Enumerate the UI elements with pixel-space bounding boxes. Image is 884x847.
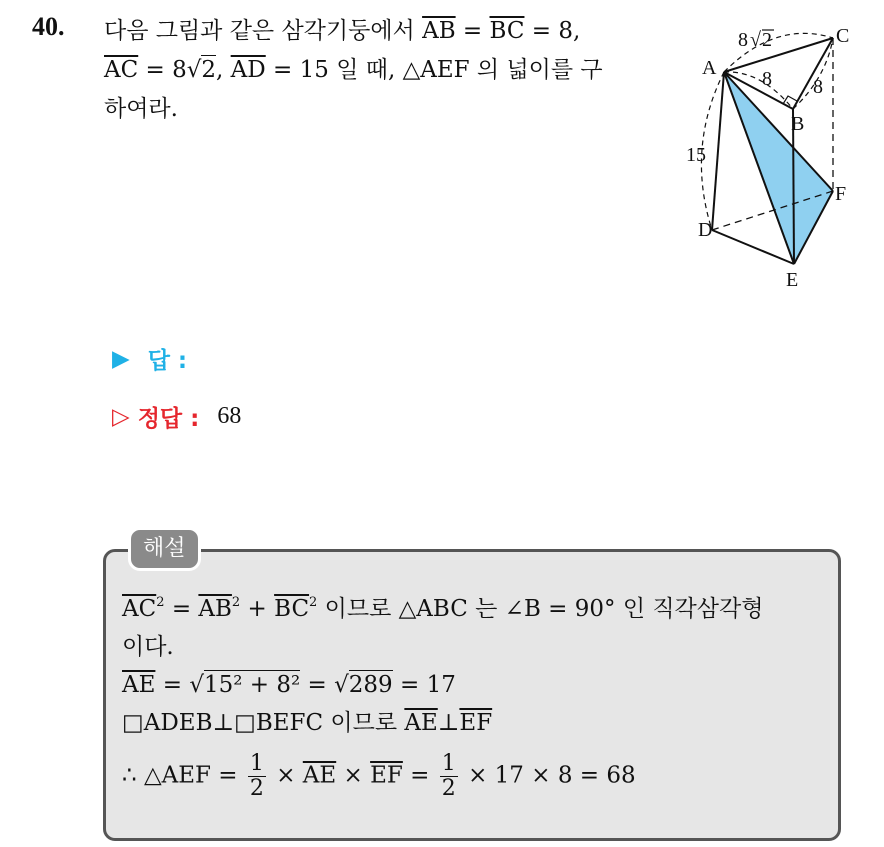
label-f: F (835, 183, 847, 205)
sol-eq-5: = (410, 762, 430, 789)
sol-line-1-tail: 이므로 △ABC 는 ∠B = 90° 인 직각삼각형 (324, 596, 764, 622)
segment-bc: $\overline{BC}$ (489, 18, 525, 44)
solution-line-1 (122, 584, 832, 628)
exp-bc: 2 (309, 595, 318, 610)
sol-bc: $\overline{BC}$ (274, 596, 310, 622)
label-d: D (698, 219, 713, 241)
solution-line-2: 이다. (122, 634, 174, 660)
question-line-1 (104, 12, 664, 51)
sol-ab: $\overline{AB}$ (198, 596, 232, 622)
question-line-2 (104, 51, 664, 90)
question-line-3: 하여라. (104, 96, 178, 122)
sol-ef-5: $\overline{EF}$ (370, 762, 403, 789)
fraction-half-1 (248, 752, 266, 801)
comma: , (216, 57, 224, 83)
solution-line-3 (122, 666, 832, 704)
solution-content (122, 584, 832, 801)
times-2: × (343, 762, 363, 789)
label-c: C (836, 25, 850, 47)
triangular-prism-figure (676, 8, 876, 308)
sqrt-sign-2: √ (334, 672, 349, 698)
sqrt-sign-1: √ (189, 672, 204, 698)
frac-num-2: 1 (441, 751, 456, 776)
sol-eq-3a: = (162, 672, 182, 698)
correct-answer-value: 68 (217, 403, 242, 429)
sol-ae-4: $\overline{AE}$ (404, 710, 438, 736)
measure-bc: 8 (813, 76, 823, 98)
sol-ef-4: $\overline{EF}$ (459, 710, 493, 736)
segment-ad: $\overline{AD}$ (230, 57, 266, 83)
answer-row (112, 342, 187, 375)
sqrt-radicand-1: 15² + 8² (203, 672, 301, 698)
sol-ac: $\overline{AC}$ (122, 596, 157, 622)
correct-answer-row (112, 400, 241, 433)
measure-ac-sqrt: √ (750, 29, 761, 51)
question-number: 40. (32, 12, 65, 41)
label-e: E (786, 269, 799, 291)
edge-ad (712, 72, 724, 230)
sqrt-radicand-2: 289 (348, 672, 393, 698)
sol-eq-3b: = (307, 672, 327, 698)
measure-ad: 15 (686, 144, 706, 166)
correct-marker-icon: ▷ (112, 403, 130, 430)
sol-ae-5: $\overline{AE}$ (302, 762, 337, 789)
right-angle-mark (783, 96, 797, 104)
label-b: B (791, 113, 805, 135)
measure-ac-coef: 8 (738, 29, 748, 51)
sol-line-5-tail: × 17 × 8 = 68 (468, 762, 636, 789)
sqrt-sign: √ (186, 57, 202, 83)
question-prefix: 다음 그림과 같은 삼각기둥에서 (104, 18, 415, 44)
exp-ac: 2 (156, 595, 165, 610)
frac-num-1: 1 (249, 751, 264, 776)
sol-ae: $\overline{AE}$ (122, 672, 156, 698)
perp-sign: ⊥ (437, 710, 460, 736)
sol-line-5-head: ∴ △AEF = (122, 762, 238, 789)
sqrt-radicand: 2 (201, 57, 217, 83)
sol-eq: = (171, 596, 192, 622)
answer-marker-icon: ▶ (112, 345, 130, 372)
question-line-2-tail: = 15 일 때, △AEF 의 넓이를 구 (273, 57, 603, 83)
label-a: A (702, 57, 717, 79)
ac-value: = 8 (145, 57, 187, 83)
solution-line-5 (122, 752, 832, 801)
correct-answer-label: 정답 : (137, 406, 200, 432)
solution-line-4 (122, 704, 832, 742)
segment-ac: $\overline{AC}$ (104, 57, 139, 83)
exp-ab: 2 (231, 595, 241, 610)
question-text (104, 12, 664, 129)
sol-plus: + (247, 596, 267, 622)
answer-label: 답 : (147, 348, 188, 374)
frac-den-1: 2 (249, 776, 264, 801)
value-eight: = 8, (531, 18, 581, 44)
times-1: × (276, 762, 296, 789)
frac-den-2: 2 (441, 776, 456, 801)
measure-ac-root: 2 (762, 29, 772, 51)
edge-de (712, 230, 794, 264)
sol-line-3-tail: = 17 (399, 672, 456, 698)
equals-sign: = (462, 18, 483, 44)
solution-tag: 해설 (128, 527, 201, 571)
measure-ab: 8 (762, 68, 772, 90)
fraction-half-2 (440, 752, 458, 801)
sol-line-4-head: □ADEB⊥□BEFC 이므로 (122, 710, 398, 736)
segment-ab: $\overline{AB}$ (422, 18, 456, 44)
